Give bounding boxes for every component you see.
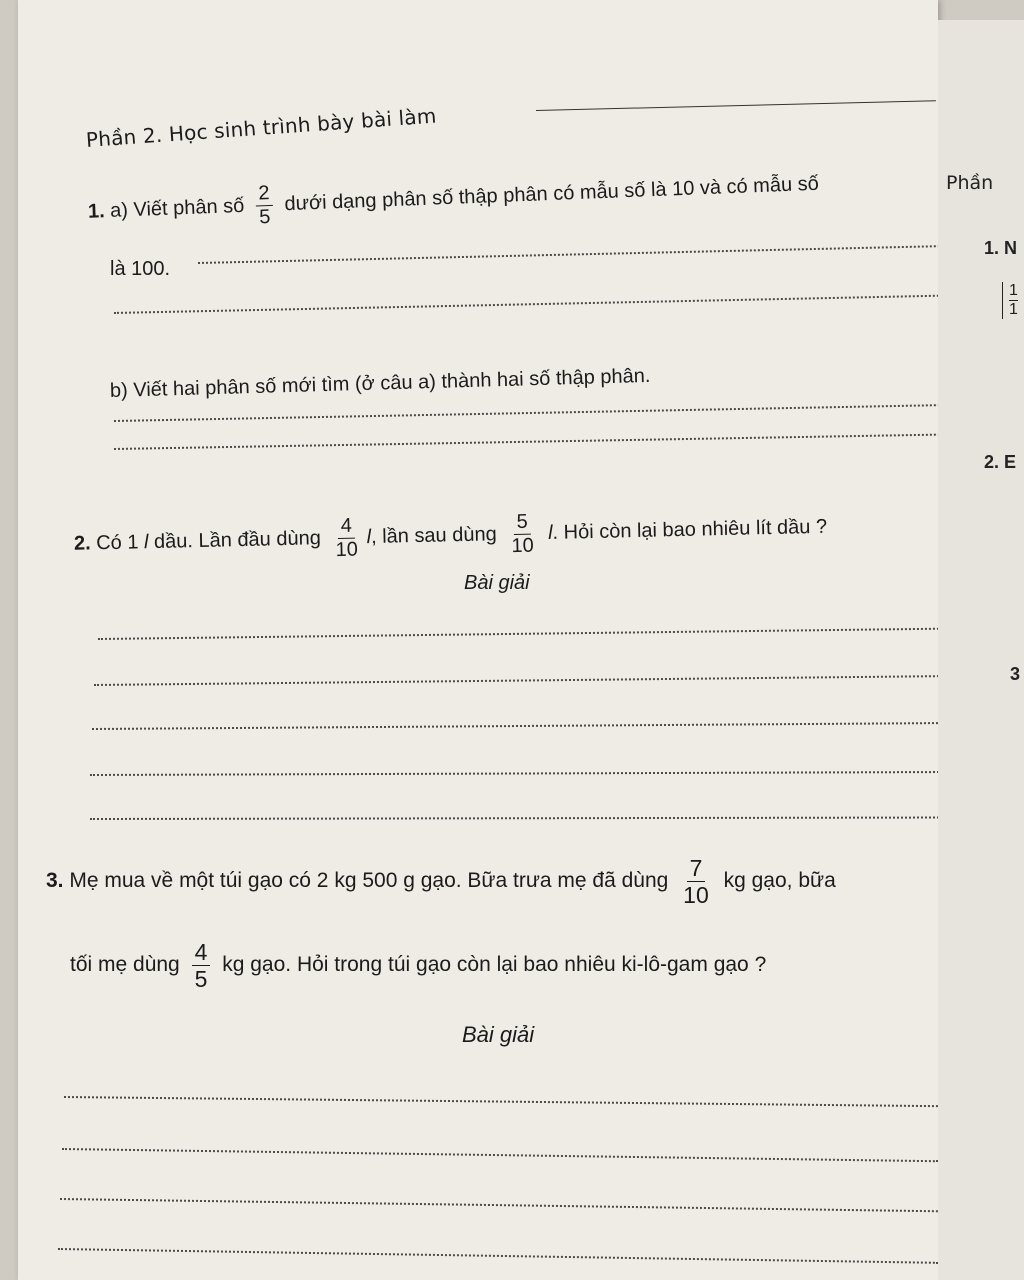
answer-line[interactable] <box>98 627 966 640</box>
answer-line[interactable] <box>94 675 966 686</box>
heading-rule <box>536 100 936 111</box>
question-1-line-1 <box>87 162 820 235</box>
section-heading: Phần 2. Học sinh trình bày bài làm <box>85 103 438 152</box>
adjacent-page-item-3: 3 <box>1010 664 1021 684</box>
fraction-7-10 <box>680 856 712 907</box>
fraction-denominator: 10 <box>335 538 359 562</box>
question-2-text-3: , lần sau dùng <box>370 523 497 549</box>
fraction-numerator: 4 <box>337 516 355 539</box>
adjacent-fraction-denominator: 1 <box>1009 301 1018 318</box>
question-3-text-3: tối mẹ dùng <box>70 953 180 977</box>
fraction-denominator: 5 <box>194 966 208 993</box>
answer-line[interactable] <box>64 1096 938 1107</box>
adjacent-page-heading: Phần <box>946 172 994 194</box>
fraction-denominator: 10 <box>683 882 709 909</box>
fraction-4-10 <box>332 516 361 562</box>
question-3-solution-label: Bài giải <box>462 1022 535 1047</box>
answer-line[interactable] <box>90 771 974 776</box>
question-2-text-2: dầu. Lần đầu dùng <box>153 527 322 553</box>
answer-line[interactable] <box>58 1248 938 1264</box>
fraction-numerator: 7 <box>687 856 706 882</box>
question-3-text-2: kg gạo, bữa <box>723 869 836 893</box>
adjacent-page-fraction <box>1002 282 1018 319</box>
fraction-4-5 <box>192 940 211 991</box>
question-3-number: 3. <box>46 869 64 893</box>
unit-litre: l <box>547 521 553 545</box>
fraction-numerator: 5 <box>513 512 531 535</box>
question-1-number: 1. <box>87 200 106 223</box>
question-2-text-4: . Hỏi còn lại bao nhiêu lít dầu ? <box>552 515 828 544</box>
fraction-numerator: 4 <box>192 940 211 966</box>
fraction-2-5 <box>255 183 274 229</box>
question-1a-prefix: a) Viết phân số <box>109 194 245 222</box>
question-1b: b) Viết hai phân số mới tìm (ở câu a) thành hai số thập phân. <box>109 364 651 402</box>
question-3-text-4: kg gạo. Hỏi trong túi gạo còn lại bao nhiêu ki-lô-gam gạo ? <box>222 953 767 977</box>
fraction-numerator: 2 <box>255 183 273 207</box>
fraction-denominator: 5 <box>258 206 271 229</box>
answer-line[interactable] <box>198 245 940 264</box>
answer-line[interactable] <box>114 433 948 450</box>
adjacent-page-item-1: 1. N <box>984 238 1018 258</box>
question-3-line-1 <box>46 856 836 907</box>
question-2-solution-label: Bài giải <box>464 572 530 594</box>
worksheet-page <box>18 0 938 1280</box>
question-2-text-1: Có 1 <box>95 531 139 555</box>
fraction-5-10 <box>508 512 537 558</box>
question-2-line <box>73 505 827 567</box>
answer-line[interactable] <box>114 295 942 314</box>
question-1a-line-2: là 100. <box>110 258 171 280</box>
adjacent-fraction-numerator: 1 <box>1009 282 1018 299</box>
fraction-denominator: 10 <box>511 534 535 558</box>
answer-line[interactable] <box>92 722 970 730</box>
answer-line[interactable] <box>62 1148 938 1162</box>
adjacent-page-item-2: 2. E <box>984 452 1017 472</box>
question-3-line-2 <box>70 940 766 991</box>
adjacent-page <box>938 20 1024 1280</box>
answer-line[interactable] <box>90 816 978 820</box>
question-3-text-1: Mẹ mua về một túi gạo có 2 kg 500 g gạo. Bữa trưa mẹ đã dùng <box>69 869 669 893</box>
unit-litre: l <box>366 526 372 549</box>
question-1a-suffix: dưới dạng phân số thập phân có mẫu số là 10 và có mẫu số <box>284 172 820 216</box>
question-2-number: 2. <box>73 532 91 555</box>
answer-line[interactable] <box>114 404 944 422</box>
unit-litre: l <box>143 531 149 554</box>
answer-line[interactable] <box>60 1198 938 1212</box>
